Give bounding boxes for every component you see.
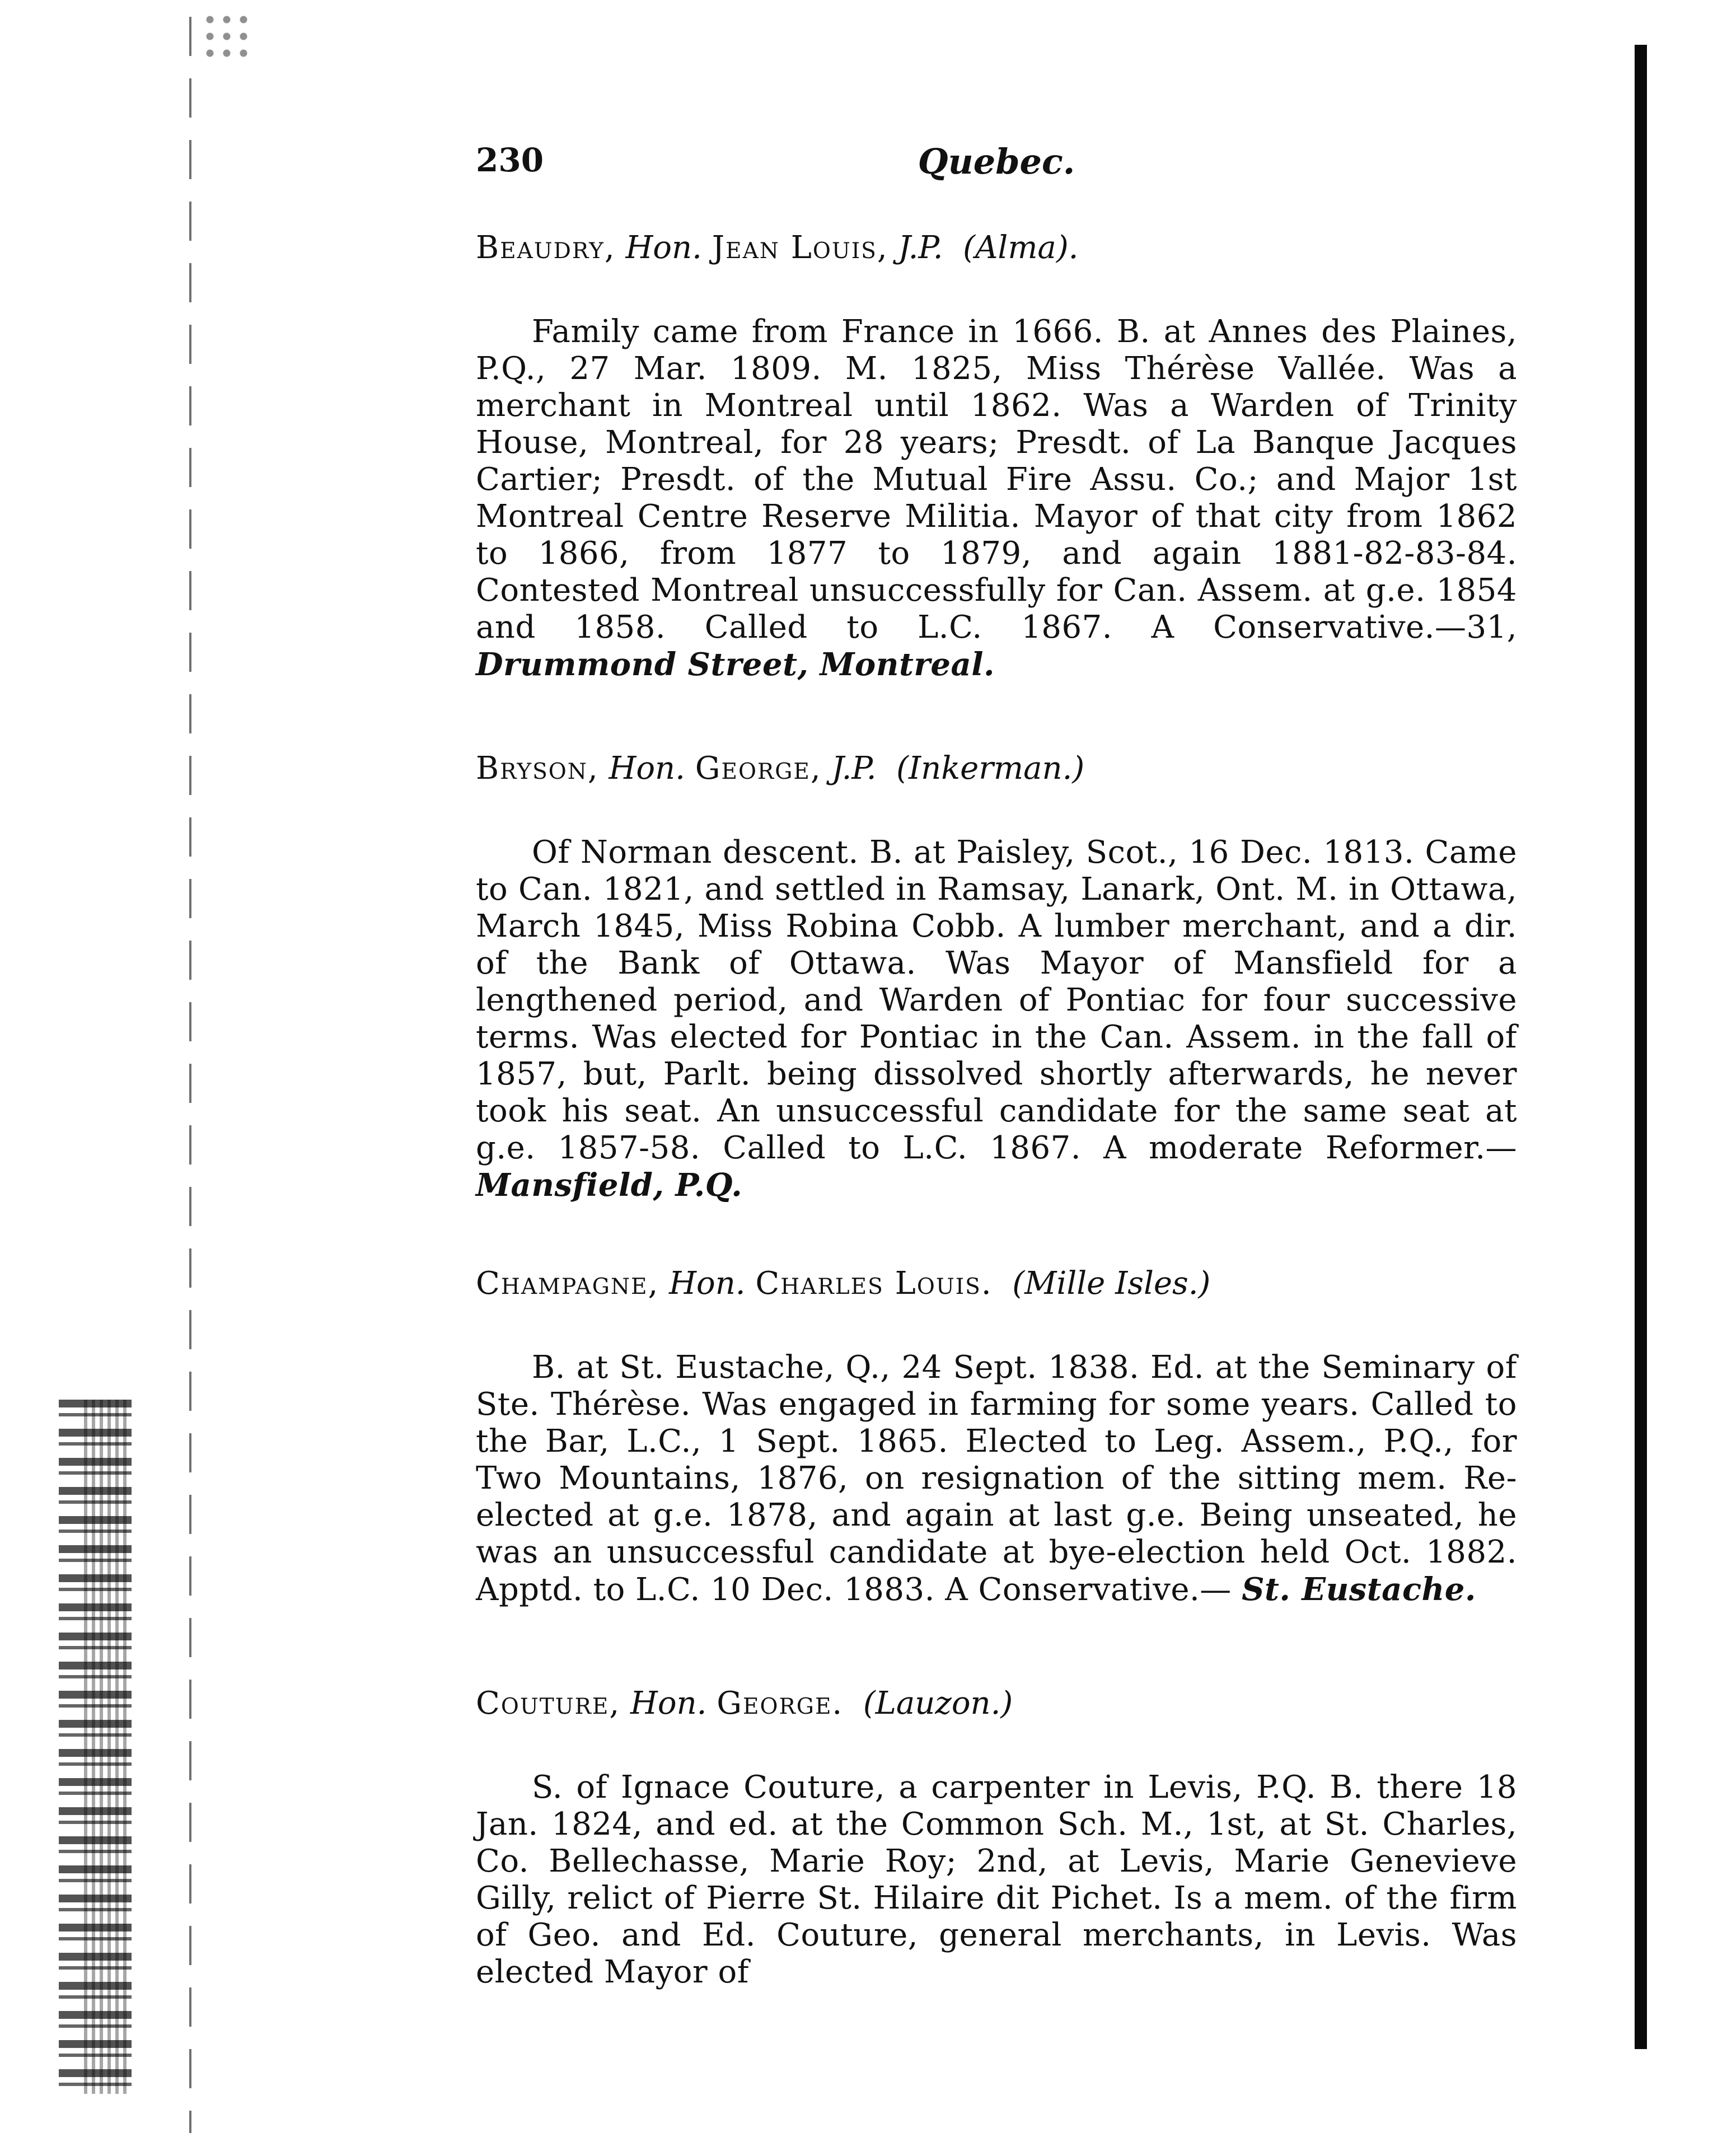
entry-address: Drummond Street, Montreal. bbox=[476, 646, 995, 683]
entry-body bbox=[476, 314, 1517, 684]
entry-heading bbox=[476, 230, 1517, 266]
entry-couture bbox=[476, 1685, 1517, 1991]
page-number: 230 bbox=[476, 141, 544, 179]
scan-specks bbox=[202, 11, 252, 62]
entry-title: Hon. bbox=[630, 1685, 707, 1722]
entry-text: B. at St. Eustache, Q., 24 Sept. 1838. Ed. at the Seminary of Ste. Thérèse. Was engaged in farming for some years. Called to the Bar, L.C., 1 Sept. 1865. Elected to Leg. Assem., P.Q., for Two Mountains, 1876, on resignation of the sitting mem. Re-elected at g.e. 1878, and again at last g.e. Being unseated, he was an unsuccessful candidate at bye-election held Oct. 1882. Apptd. to L.C. 10 Dec. 1883. A Conservative.— bbox=[476, 1349, 1517, 1608]
entry-text: Family came from France in 1666. B. at Annes des Plaines, P.Q., 27 Mar. 1809. M. 1825, Miss Thérèse Vallée. Was a merchant in Montreal until 1862. Was a Warden of Trinity House, Montreal, for 28 years; Presdt. of La Banque Jacques Cartier; Presdt. of the Mutual Fire Assu. Co.; and Major 1st Montreal Centre Reserve Militia. Mayor of that city from 1862 to 1866, from 1877 to 1879, and again 1881-82-83-84. Contested Montreal unsuccessfully for Can. Assem. at g.e. 1854 and 1858. Called to L.C. 1867. A Conservative.—31, bbox=[476, 314, 1517, 646]
entry-bryson bbox=[476, 750, 1517, 1204]
entry-body bbox=[476, 1349, 1517, 1608]
running-title: Quebec. bbox=[918, 141, 1075, 182]
scan-edge-noise-2 bbox=[84, 1400, 129, 2094]
entry-address: Mansfield, P.Q. bbox=[476, 1167, 743, 1204]
entry-text: Of Norman descent. B. at Paisley, Scot., 16 Dec. 1813. Came to Can. 1821, and settled in Ramsay, Lanark, Ont. M. in Ottawa, March 1845, Miss Robina Cobb. A lumber merchant, and a dir. of the Bank of Ottawa. Was Mayor of Mansfield for a lengthened period, and Warden of Pontiac for four successive terms. Was elected for Pontiac in the Can. Assem. in the fall of 1857, but, Parlt. being dissolved shortly afterwards, he never took his seat. An unsuccessful candidate for the same seat at g.e. 1857-58. Called to L.C. 1867. A moderate Reformer.— bbox=[476, 834, 1517, 1166]
entry-heading bbox=[476, 1685, 1517, 1722]
entry-surname: Beaudry, bbox=[476, 230, 616, 266]
entry-given-name: Charles Louis. bbox=[755, 1265, 993, 1302]
entry-title: Hon. bbox=[625, 230, 702, 266]
entry-address: St. Eustache. bbox=[1242, 1571, 1476, 1608]
entry-surname: Bryson, bbox=[476, 750, 599, 787]
entry-division: (Mille Isles.) bbox=[1012, 1265, 1211, 1302]
entry-given-name: George, bbox=[695, 750, 822, 787]
entry-title: Hon. bbox=[609, 750, 685, 787]
entry-honorific: J.P. bbox=[898, 230, 943, 266]
entry-champagne bbox=[476, 1265, 1517, 1608]
entry-honorific: J.P. bbox=[831, 750, 877, 787]
entry-title: Hon. bbox=[669, 1265, 746, 1302]
entry-given-name: Jean Louis, bbox=[712, 230, 888, 266]
entry-heading bbox=[476, 750, 1517, 787]
scan-margin-line bbox=[189, 17, 191, 2133]
entry-division: (Alma). bbox=[963, 230, 1079, 266]
entry-heading bbox=[476, 1265, 1517, 1302]
scan-right-edge-bar bbox=[1635, 45, 1647, 2049]
entry-body bbox=[476, 834, 1517, 1204]
entry-surname: Couture, bbox=[476, 1685, 621, 1722]
entry-division: (Inkerman.) bbox=[896, 750, 1085, 787]
entry-beaudry bbox=[476, 230, 1517, 684]
page-header bbox=[476, 141, 1517, 186]
entry-division: (Lauzon.) bbox=[863, 1685, 1013, 1722]
entry-text: S. of Ignace Couture, a carpenter in Levis, P.Q. B. there 18 Jan. 1824, and ed. at the Common Sch. M., 1st, at St. Charles, Co. Bellechasse, Marie Roy; 2nd, at Levis, Marie Genevieve Gilly, relict of Pierre St. Hilaire dit Pichet. Is a mem. of the firm of Geo. and Ed. Couture, general merchants, in Levis. Was elected Mayor of bbox=[476, 1769, 1517, 1990]
entry-body bbox=[476, 1769, 1517, 1991]
entry-surname: Champagne, bbox=[476, 1265, 659, 1302]
entry-given-name: George. bbox=[717, 1685, 844, 1722]
